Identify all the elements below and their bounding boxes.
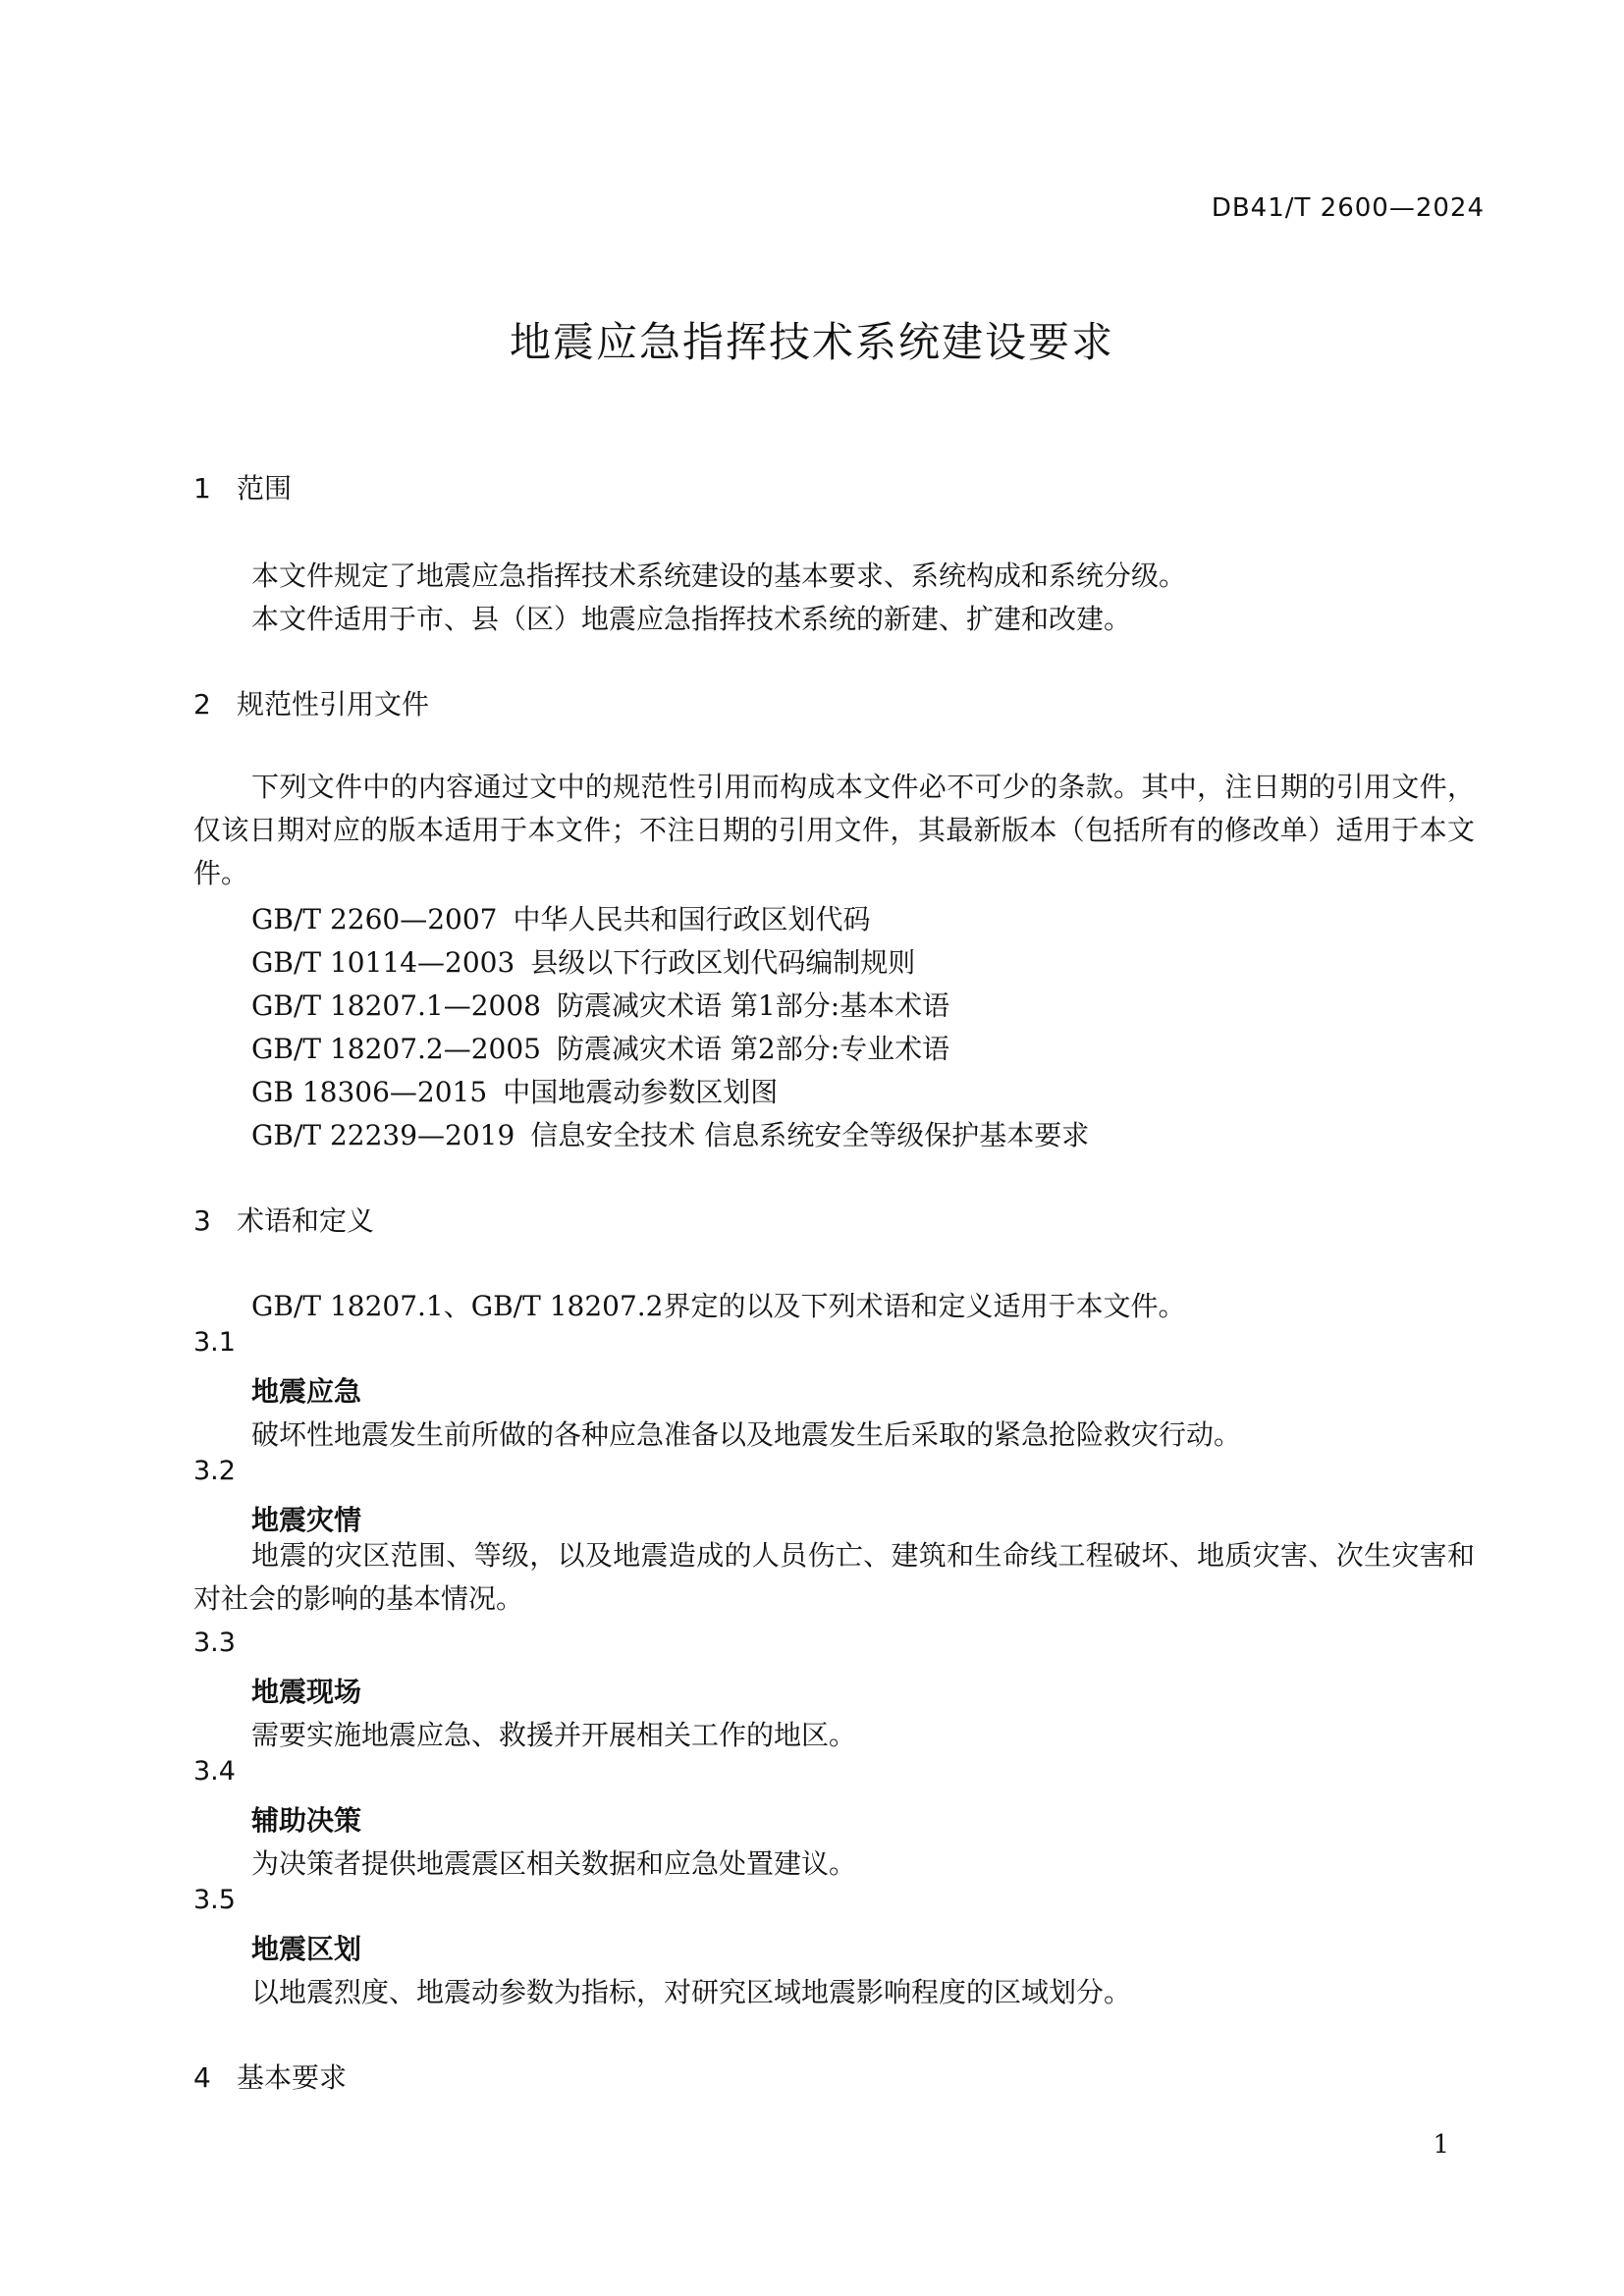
reference-code: GB/T 2260—2007 — [251, 903, 498, 935]
term-definition: 以地震烈度、地震动参数为指标，对研究区域地震影响程度的区域划分。 — [251, 1976, 1132, 2008]
section-heading-scope — [193, 467, 292, 507]
reference-name: 县级以下行政区划代码编制规则 — [530, 946, 916, 979]
term-name: 地震应急 — [251, 1375, 362, 1408]
paragraph: 本文件规定了地震应急指挥技术系统建设的基本要求、系统构成和系统分级。 — [251, 560, 1187, 592]
reference-name: 防震减灾术语 第2部分:专业术语 — [557, 1033, 950, 1065]
reference-code: GB/T 22239—2019 — [251, 1119, 515, 1151]
term-name: 地震区划 — [251, 1933, 362, 1965]
term-definition: 为决策者提供地震震区相关数据和应急处置建议。 — [251, 1847, 857, 1880]
reference-code: GB 18306—2015 — [251, 1076, 488, 1108]
section-number: 4 — [193, 2061, 211, 2094]
paragraph: GB/T 18207.1、GB/T 18207.2界定的以及下列术语和定义适用于本文件。 — [251, 1290, 1186, 1322]
paragraph: 本文件适用于市、县（区）地震应急指挥技术系统的新建、扩建和改建。 — [251, 603, 1132, 635]
paragraph: 下列文件中的内容通过文中的规范性引用而构成本文件必不可少的条款。其中，注日期的引用文件，仅该日期对应的版本适用于本文件；不注日期的引用文件，其最新版本（包括所有的修改单）适用于本文件。 — [193, 771, 1475, 889]
reference-item — [251, 941, 915, 981]
section-title: 基本要求 — [237, 2061, 348, 2094]
section-number: 1 — [193, 472, 211, 505]
section-title: 规范性引用文件 — [237, 688, 430, 721]
term-name: 地震现场 — [251, 1676, 362, 1708]
reference-code: GB/T 18207.1—2008 — [251, 989, 541, 1022]
reference-item — [251, 1071, 778, 1110]
term-definition: 地震的灾区范围、等级，以及地震造成的人员伤亡、建筑和生命线工程破坏、地质灾害、次生灾害和对社会的影响的基本情况。 — [193, 1539, 1475, 1615]
term-name: 辅助决策 — [251, 1804, 362, 1837]
reference-item — [251, 1114, 1089, 1153]
term-number: 3.5 — [193, 1885, 236, 1915]
reference-name: 中华人民共和国行政区划代码 — [513, 903, 871, 935]
reference-code: GB/T 18207.2—2005 — [251, 1033, 541, 1065]
section-heading-basic-requirements — [193, 2056, 347, 2096]
section-heading-terms-and-definitions — [193, 1200, 374, 1239]
term-number: 3.2 — [193, 1456, 236, 1486]
section-title: 术语和定义 — [237, 1204, 375, 1237]
document-code: DB41/T 2600—2024 — [1211, 193, 1485, 223]
term-definition: 破坏性地震发生前所做的各种应急准备以及地震发生后采取的紧急抢险救灾行动。 — [251, 1418, 1242, 1451]
reference-item — [251, 985, 949, 1024]
section-number: 3 — [193, 1204, 211, 1237]
reference-name: 信息安全技术 信息系统安全等级保护基本要求 — [530, 1119, 1090, 1151]
reference-item — [251, 1028, 949, 1067]
section-heading-normative-references — [193, 683, 429, 722]
page-number: 1 — [1433, 2130, 1449, 2160]
reference-name: 防震减灾术语 第1部分:基本术语 — [557, 989, 950, 1022]
reference-item — [251, 898, 870, 937]
term-name: 地震灾情 — [251, 1504, 362, 1536]
reference-code: GB/T 10114—2003 — [251, 946, 515, 979]
document-title: 地震应急指挥技术系统建设要求 — [509, 318, 1114, 366]
reference-name: 中国地震动参数区划图 — [503, 1076, 779, 1108]
section-number: 2 — [193, 688, 211, 721]
term-number: 3.4 — [193, 1756, 236, 1787]
term-number: 3.1 — [193, 1327, 236, 1358]
section-title: 范围 — [237, 472, 293, 505]
term-definition: 需要实施地震应急、救援并开展相关工作的地区。 — [251, 1719, 857, 1751]
term-number: 3.3 — [193, 1628, 236, 1658]
